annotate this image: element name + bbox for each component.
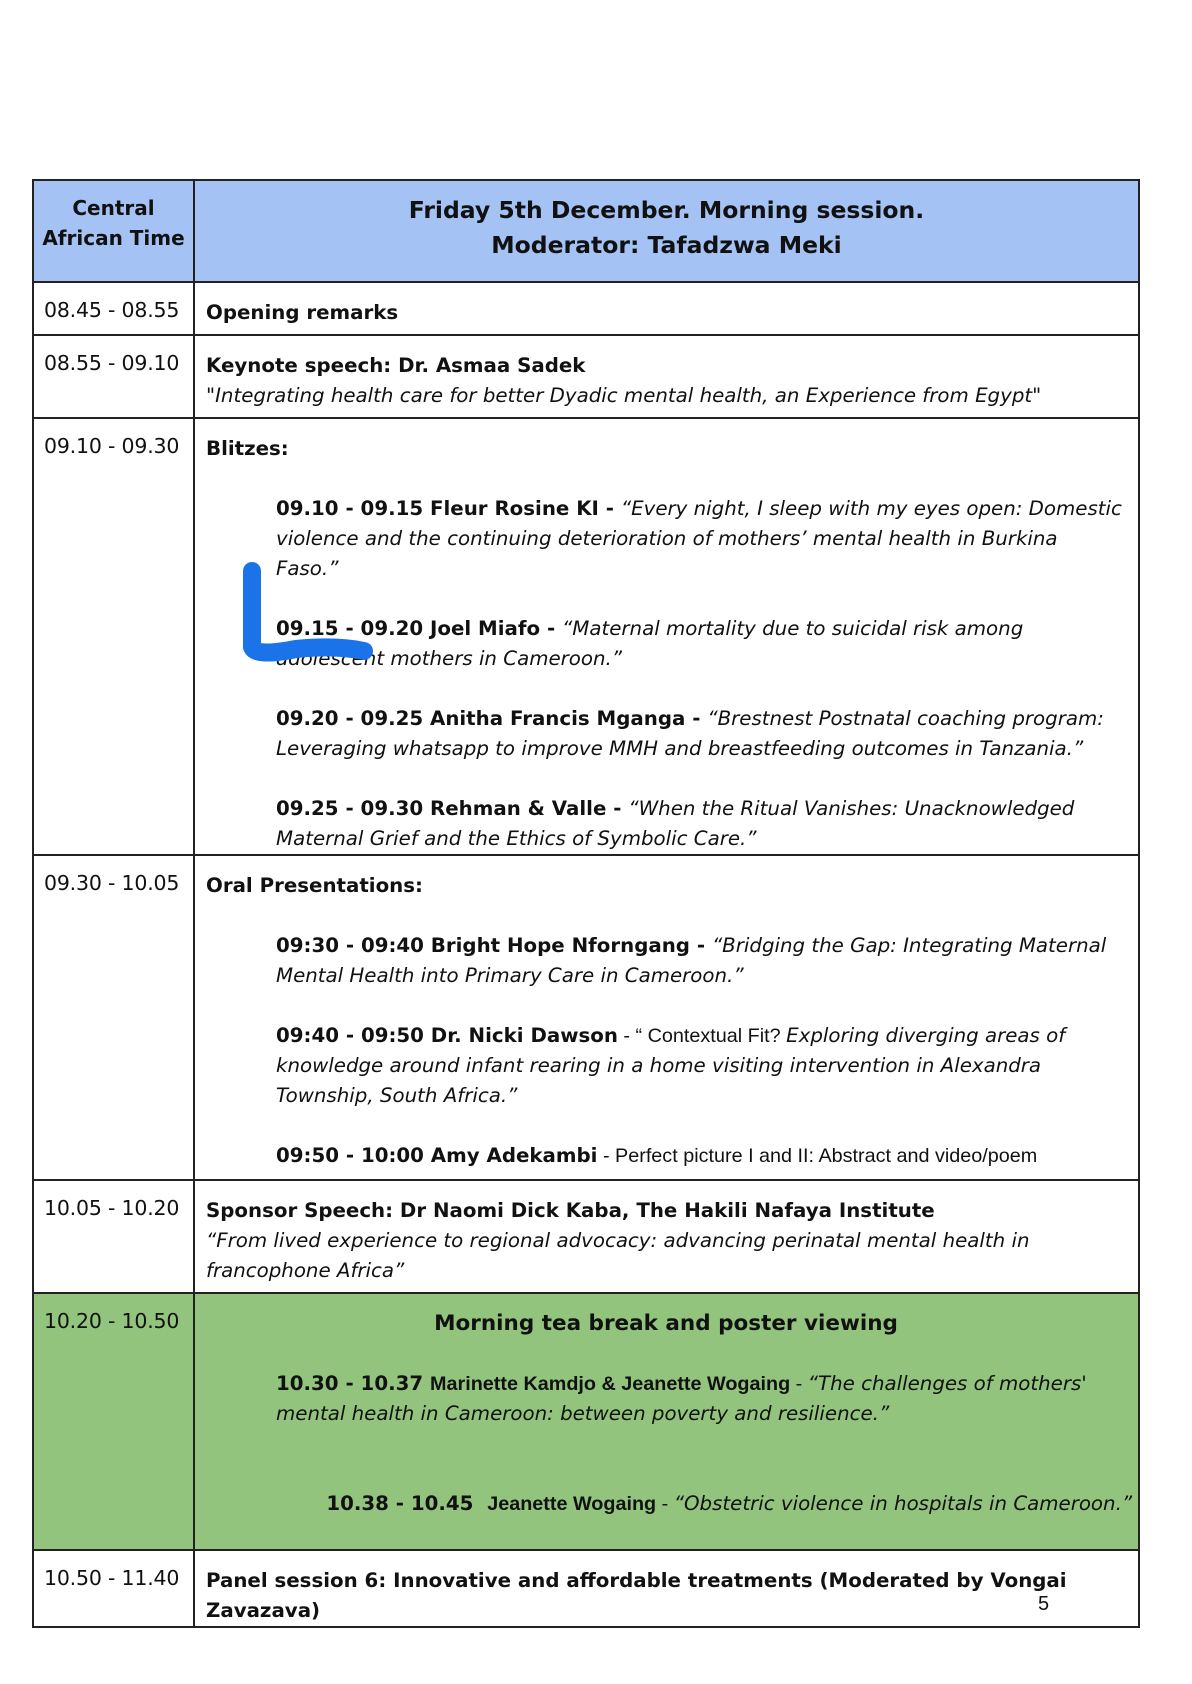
item-separator: - [656, 1493, 674, 1515]
table-header-row [33, 180, 1139, 282]
item-lead: 09.20 - 09.25 Anitha Francis Mganga - [276, 707, 708, 730]
item-lead-time: 10.30 - 10.37 [276, 1372, 431, 1395]
row-time: 09.30 - 10.05 [33, 855, 194, 1180]
item-separator: - [790, 1373, 808, 1395]
schedule-table [32, 179, 1140, 1628]
list-item [206, 794, 1126, 854]
list-item [206, 1369, 1126, 1429]
item-desc: “Bridging the Gap: Integrating Maternal Mental Health into Primary Care in Cameroon.” [276, 934, 1107, 987]
table-row [33, 855, 1139, 1180]
row-time: 10.50 - 11.40 [33, 1550, 194, 1627]
row-content [194, 1293, 1139, 1550]
table-row [33, 1550, 1139, 1627]
row-time: 09.10 - 09.30 [33, 418, 194, 855]
row-time: 10.05 - 10.20 [33, 1180, 194, 1293]
item-desc: “Obstetric violence in hospitals in Cameroon.” [673, 1492, 1133, 1515]
session-title [194, 180, 1139, 282]
item-lead-time: 10.38 - 10.45 [326, 1492, 488, 1515]
table-row [33, 282, 1139, 335]
item-desc: “The challenges of mothers' mental health in Cameroon: between poverty and resilience.” [276, 1372, 1087, 1425]
row-subtitle: "Integrating health care for better Dyadic mental health, an Experience from Egypt" [206, 384, 1042, 407]
row-content [194, 855, 1139, 1180]
item-separator: - “ Contextual Fit? [617, 1025, 787, 1047]
table-row [33, 418, 1139, 855]
session-title-line1: Friday 5th December. Morning session. [408, 196, 925, 224]
table-row [33, 335, 1139, 418]
row-title: Oral Presentations: [206, 874, 423, 897]
item-lead: 09.25 - 09.30 Rehman & Valle - [276, 797, 629, 820]
list-item [206, 931, 1126, 991]
list-item [206, 1141, 1126, 1171]
row-time: 08.45 - 08.55 [33, 282, 194, 335]
item-desc: “Brestnest Postnatal coaching program: Leveraging whatsapp to improve MMH and breastfeeding outcomes in Tanzania.” [276, 707, 1104, 760]
item-lead: 09:40 - 09:50 Dr. Nicki Dawson [276, 1024, 618, 1047]
row-content [194, 282, 1139, 335]
row-title: Panel session 6: Innovative and affordable treatments (Moderated by Vongai Zavazava) [206, 1569, 1067, 1622]
table-row-break [33, 1293, 1139, 1550]
item-lead: 09:50 - 10:00 Amy Adekambi [276, 1144, 598, 1167]
item-desc: Exploring diverging areas of knowledge around infant rearing in a home visiting intervention in Alexandra Township, South Africa.” [276, 1024, 1066, 1107]
item-lead-name: Jeanette Wogaing [487, 1493, 657, 1515]
item-desc: “Maternal mortality due to suicidal risk among adolescent mothers in Cameroon.” [276, 617, 1024, 670]
row-title: Blitzes: [206, 437, 289, 460]
row-title: Morning tea break and poster viewing [434, 1311, 898, 1336]
time-column-header: Central African Time [33, 180, 194, 282]
item-lead: 09:30 - 09:40 Bright Hope Nforngang - [276, 934, 712, 957]
item-desc: - Perfect picture I and II: Abstract and video/poem [597, 1145, 1038, 1167]
page-number: 5 [1038, 1593, 1050, 1615]
row-title: Opening remarks [206, 301, 399, 324]
list-item [206, 704, 1126, 764]
table-row [33, 1180, 1139, 1293]
item-lead: 09.15 - 09.20 Joel Miafo - [276, 617, 563, 640]
row-time: 08.55 - 09.10 [33, 335, 194, 418]
item-desc: “When the Ritual Vanishes: Unacknowledged Maternal Grief and the Ethics of Symbolic Care.” [276, 797, 1075, 850]
row-content [194, 1550, 1139, 1627]
row-content [194, 1180, 1139, 1293]
item-lead-name: Marinette Kamdjo & Jeanette Wogaing [430, 1373, 791, 1395]
row-subtitle: “From lived experience to regional advocacy: advancing perinatal mental health in francophone Africa” [206, 1229, 1030, 1282]
hand-drawn-annotation [236, 561, 376, 671]
item-lead: 09.10 - 09.15 Fleur Rosine KI - [276, 497, 621, 520]
list-item [206, 1021, 1126, 1111]
list-item [206, 1459, 1133, 1549]
row-time: 10.20 - 10.50 [33, 1293, 194, 1550]
row-title: Keynote speech: Dr. Asmaa Sadek [206, 354, 586, 377]
item-desc: “Every night, I sleep with my eyes open: Domestic violence and the continuing deterioration of mothers’ mental health in Burkina Faso.” [276, 497, 1122, 580]
row-title: Sponsor Speech: Dr Naomi Dick Kaba, The Hakili Nafaya Institute [206, 1199, 935, 1222]
row-content [194, 335, 1139, 418]
session-moderator: Moderator: Tafadzwa Meki [491, 231, 842, 259]
